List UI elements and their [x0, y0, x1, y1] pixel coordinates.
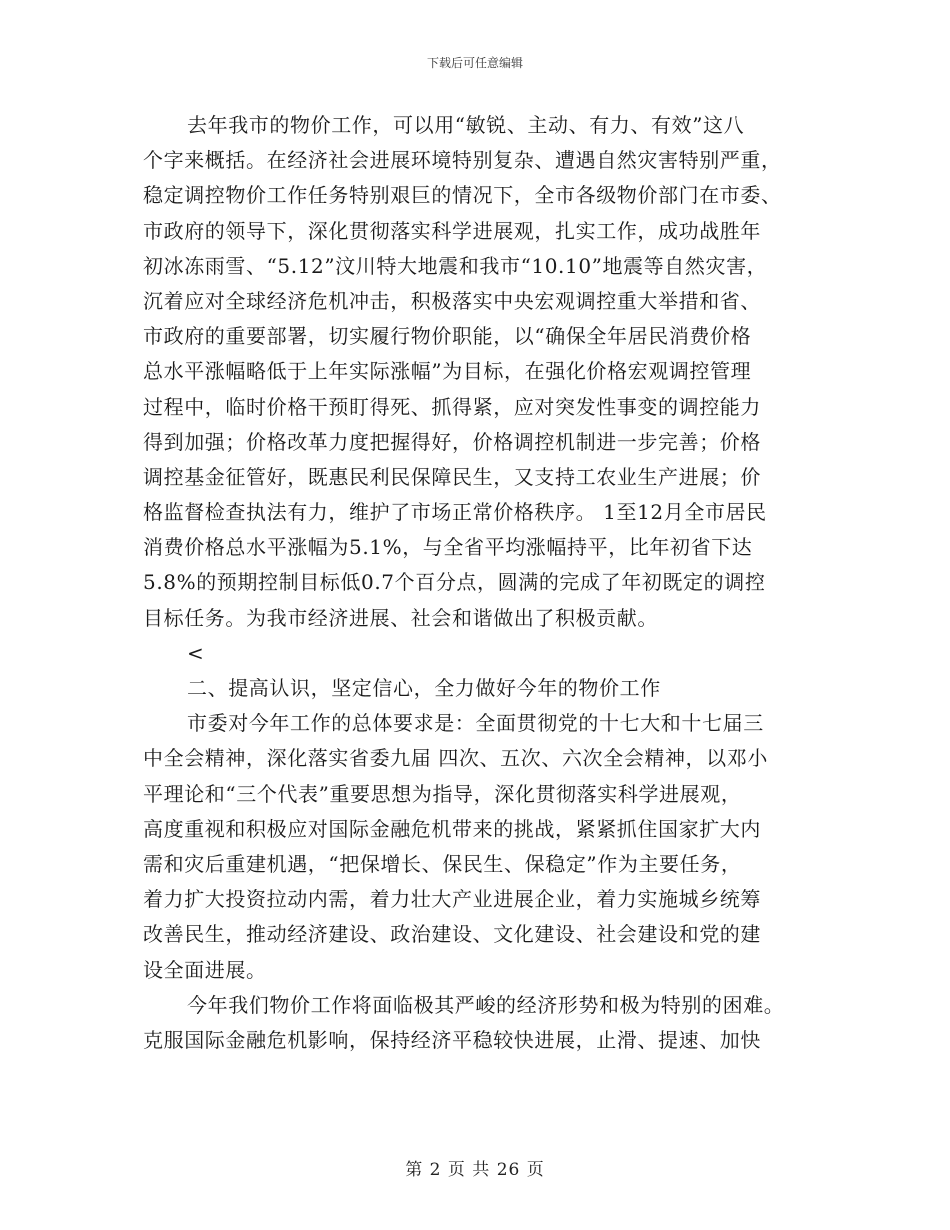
section-heading: 二、提高认识，坚定信心，全力做好今年的物价工作 [187, 676, 661, 700]
paragraph-line: 初冰冻雨雪、“5.12”汶川特大地震和我市“10.10”地震等自然灾害， [143, 253, 768, 278]
paragraph-line: 着力扩大投资拉动内需，着力壮大产业进展企业，着力实施城乡统筹 [143, 887, 761, 912]
paragraph-line: 平理论和“三个代表”重要思想为指导，深化贯彻落实科学进展观， [143, 781, 742, 806]
document-body [143, 108, 815, 1058]
paragraph-line: 调控基金征管好，既惠民利民保障民生，又支持工农业生产进展；价 [143, 464, 761, 489]
paragraph-line: 今年我们物价工作将面临极其严峻的经济形势和极为特别的困难。 [187, 992, 785, 1017]
paragraph-line: 目标任务。为我市经济进展、社会和谐做出了积极贡献。 [143, 605, 658, 630]
paragraph-line: 市政府的领导下，深化贯彻落实科学进展观，扎实工作，成功战胜年 [143, 218, 761, 243]
paragraph-line: 中全会精神，深化落实省委九届 四次、五次、六次全会精神，以邓小 [143, 746, 768, 771]
paragraph-line: 设全面进展。 [143, 957, 267, 982]
paragraph-line: 5.8%的预期控制目标低0.7个百分点，圆满的完成了年初既定的调控 [143, 570, 766, 595]
paragraph-line: 市政府的重要部署，切实履行物价职能，以“确保全年居民消费价格 [143, 324, 752, 349]
paragraph-line: 得到加强；价格改革力度把握得好，价格调控机制进一步完善；价格 [143, 429, 761, 454]
paragraph-line: 克服国际金融危机影响，保持经济平稳较快进展，止滑、提速、加快 [143, 1027, 761, 1052]
page-number-footer: 第 2 页 共 26 页 [405, 1160, 545, 1180]
page-header: 下载后可任意编辑 [426, 56, 523, 70]
paragraph-line: 去年我市的物价工作，可以用“敏锐、主动、有力、有效”这八 [187, 113, 745, 137]
paragraph-line: 过程中，临时价格干预盯得死、抓得紧，应对突发性事变的调控能力 [143, 394, 761, 419]
paragraph-line: 市委对今年工作的总体要求是：全面贯彻党的十七大和十七届三 [187, 711, 764, 736]
paragraph-line: 沉着应对全球经济危机冲击，积极落实中央宏观调控重大举措和省、 [143, 288, 761, 313]
paragraph-line: 改善民生，推动经济建设、政治建设、文化建设、社会建设和党的建 [143, 922, 761, 947]
paragraph-line: 需和灾后重建机遇，“把保增长、保民生、保稳定”作为主要任务， [143, 851, 742, 876]
stray-symbol: < [187, 640, 205, 665]
paragraph-line: 总水平涨幅略低于上年实际涨幅”为目标，在强化价格宏观调控管理 [143, 359, 752, 384]
paragraph-line: 消费价格总水平涨幅为5.1%，与全省平均涨幅持平，比年初省下达 [143, 535, 753, 560]
paragraph-line: 高度重视和积极应对国际金融危机带来的挑战，紧紧抓住国家扩大内 [143, 816, 761, 841]
paragraph-line: 个字来概括。在经济社会进展环境特别复杂、遭遇自然灾害特别严重， [143, 148, 782, 173]
paragraph-line: 稳定调控物价工作任务特别艰巨的情况下，全市各级物价部门在市委、 [143, 183, 782, 208]
paragraph-line: 格监督检查执法有力，维护了市场正常价格秩序。 1至12月全市居民 [143, 500, 767, 525]
